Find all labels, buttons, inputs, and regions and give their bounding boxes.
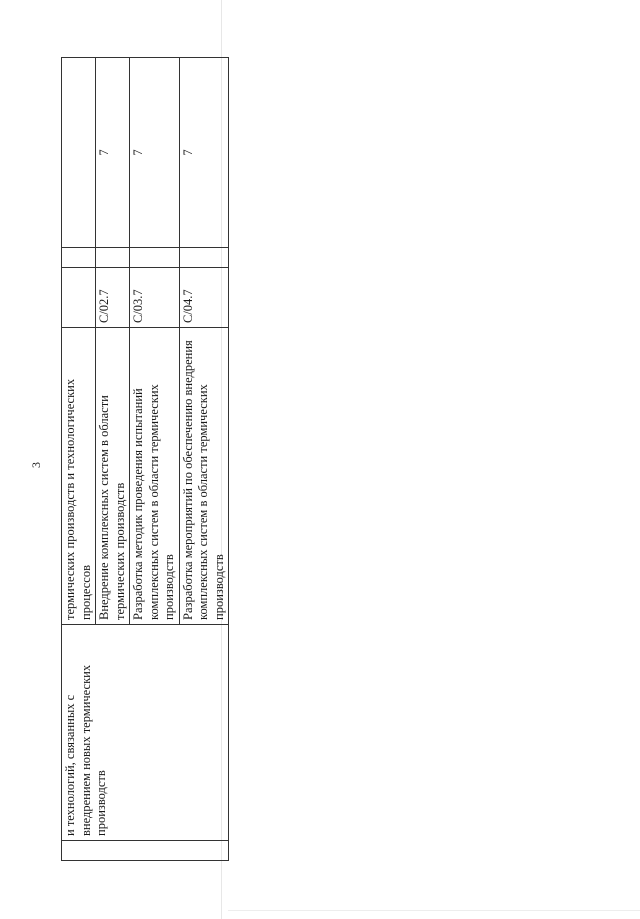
- page-number: 3: [29, 462, 43, 468]
- qualification-level-cell: 7: [96, 58, 130, 248]
- function-description-cell: Разработка мероприятий по обеспечению внедрения комплексных систем в области термических производств: [179, 328, 229, 625]
- function-code-cell: C/03.7: [130, 268, 180, 328]
- empty-cell: [130, 248, 180, 268]
- function-code-cell: C/04.7: [179, 268, 229, 328]
- empty-cell: [179, 248, 229, 268]
- function-description-cell: Внедрение комплексных систем в области термических производств: [96, 328, 130, 625]
- function-description-cell: термических производств и технологических процессов: [62, 328, 96, 625]
- function-code-cell: C/02.7: [96, 268, 130, 328]
- function-code-cell: [62, 268, 96, 328]
- generalized-function-cell: и технологий, связанных с внедрением новых термических производств: [62, 625, 229, 841]
- qualification-level-cell: 7: [179, 58, 229, 248]
- qualification-level-cell: [62, 58, 96, 248]
- table-row: [62, 58, 96, 861]
- empty-cell: [62, 248, 96, 268]
- qualification-level-cell: 7: [130, 58, 180, 248]
- empty-cell: [62, 841, 229, 861]
- page-edge-line-bottom: [228, 910, 640, 911]
- rotated-table-container: [61, 58, 226, 861]
- qualification-table: [61, 57, 229, 861]
- empty-cell: [96, 248, 130, 268]
- function-description-cell: Разработка методик проведения испытаний комплексных систем в области термических производств: [130, 328, 180, 625]
